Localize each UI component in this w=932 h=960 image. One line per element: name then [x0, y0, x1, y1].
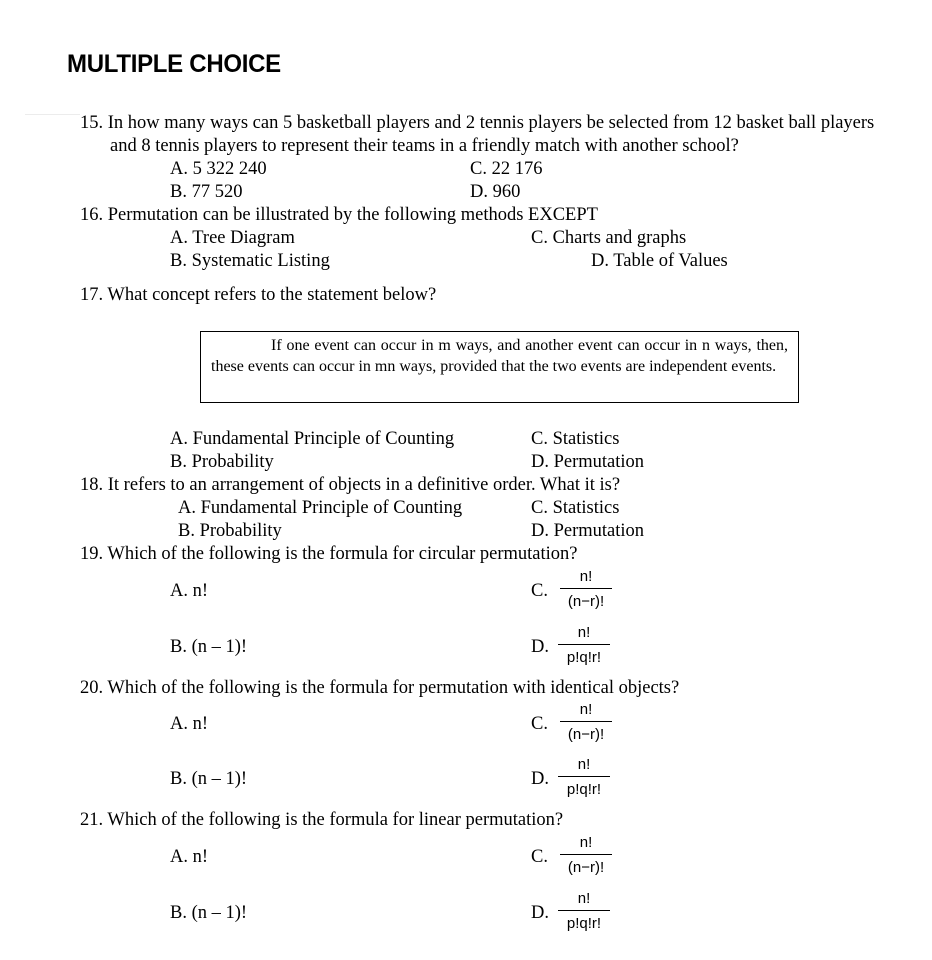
question-18-option-c: C. Statistics: [531, 498, 620, 518]
fraction-numerator: n!: [577, 756, 591, 773]
fraction-bar: [560, 721, 612, 722]
fraction-bar: [558, 776, 610, 777]
question-19-stem: 19. Which of the following is the formula for circular permutation?: [80, 544, 578, 564]
question-19-option-d-fraction: [558, 624, 610, 667]
question-19-option-c-fraction: [560, 568, 612, 611]
question-16-option-d: D. Table of Values: [591, 251, 728, 271]
question-21-option-a: A. n!: [170, 847, 209, 867]
question-18-option-a: A. Fundamental Principle of Counting: [178, 498, 463, 518]
fraction-bar: [560, 588, 612, 589]
fraction-denominator: p!q!r!: [566, 915, 602, 933]
question-20-option-c-label: C.: [531, 714, 548, 734]
question-21-option-d-fraction: [558, 890, 610, 933]
question-15-option-b: B. 77 520: [170, 182, 243, 202]
question-21-option-c-fraction: [560, 834, 612, 877]
fraction-denominator: (n−r)!: [567, 859, 605, 877]
question-21-option-b: B. (n – 1)!: [170, 903, 248, 923]
question-20-stem: 20. Which of the following is the formula for permutation with identical objects?: [80, 678, 680, 698]
fraction-numerator: n!: [579, 568, 593, 585]
question-16-option-b: B. Systematic Listing: [170, 251, 330, 271]
question-20-option-b: B. (n – 1)!: [170, 769, 248, 789]
question-19-option-a: A. n!: [170, 581, 209, 601]
question-21-option-c-label: C.: [531, 847, 548, 867]
question-21-stem: 21. Which of the following is the formula for linear permutation?: [80, 810, 564, 830]
fraction-denominator: p!q!r!: [566, 649, 602, 667]
fraction-numerator: n!: [579, 701, 593, 718]
fraction-bar: [560, 854, 612, 855]
fraction-denominator: (n−r)!: [567, 726, 605, 744]
fraction-numerator: n!: [577, 624, 591, 641]
question-16-option-c: C. Charts and graphs: [531, 228, 687, 248]
fraction-numerator: n!: [579, 834, 593, 851]
question-19-option-b: B. (n – 1)!: [170, 637, 248, 657]
question-19-option-c-label: C.: [531, 581, 548, 601]
question-20-option-d-fraction: [558, 756, 610, 799]
question-19-option-d-label: D.: [531, 637, 549, 657]
question-15-stem-line1: 15. In how many ways can 5 basketball players and 2 tennis players be selected from 12 basket ball players: [80, 113, 875, 133]
question-17-option-d: D. Permutation: [531, 452, 645, 472]
fraction-bar: [558, 644, 610, 645]
question-16-option-a: A. Tree Diagram: [170, 228, 295, 248]
question-18-stem: 18. It refers to an arrangement of objects in a definitive order. What it is?: [80, 475, 621, 495]
fraction-bar: [558, 910, 610, 911]
page-title: MULTIPLE CHOICE: [67, 50, 281, 78]
fraction-denominator: (n−r)!: [567, 593, 605, 611]
statement-box: If one event can occur in m ways, and another event can occur in n ways, then, these events can occur in mn ways, provided that the two events are independent events.: [200, 331, 799, 403]
question-15-option-c: C. 22 176: [470, 159, 543, 179]
question-17-stem: 17. What concept refers to the statement below?: [80, 285, 437, 305]
question-15-stem-line2: and 8 tennis players to represent their teams in a friendly match with another school?: [110, 136, 739, 156]
question-18-option-d: D. Permutation: [531, 521, 645, 541]
fraction-denominator: p!q!r!: [566, 781, 602, 799]
question-17-option-a: A. Fundamental Principle of Counting: [170, 429, 455, 449]
question-20-option-c-fraction: [560, 701, 612, 744]
divider: [25, 114, 80, 115]
question-18-option-b: B. Probability: [178, 521, 282, 541]
question-20-option-d-label: D.: [531, 769, 549, 789]
question-15-option-d: D. 960: [470, 182, 521, 202]
question-17-option-c: C. Statistics: [531, 429, 620, 449]
fraction-numerator: n!: [577, 890, 591, 907]
question-15-option-a: A. 5 322 240: [170, 159, 267, 179]
question-16-stem: 16. Permutation can be illustrated by the following methods EXCEPT: [80, 205, 598, 225]
question-20-option-a: A. n!: [170, 714, 209, 734]
question-21-option-d-label: D.: [531, 903, 549, 923]
question-17-option-b: B. Probability: [170, 452, 274, 472]
